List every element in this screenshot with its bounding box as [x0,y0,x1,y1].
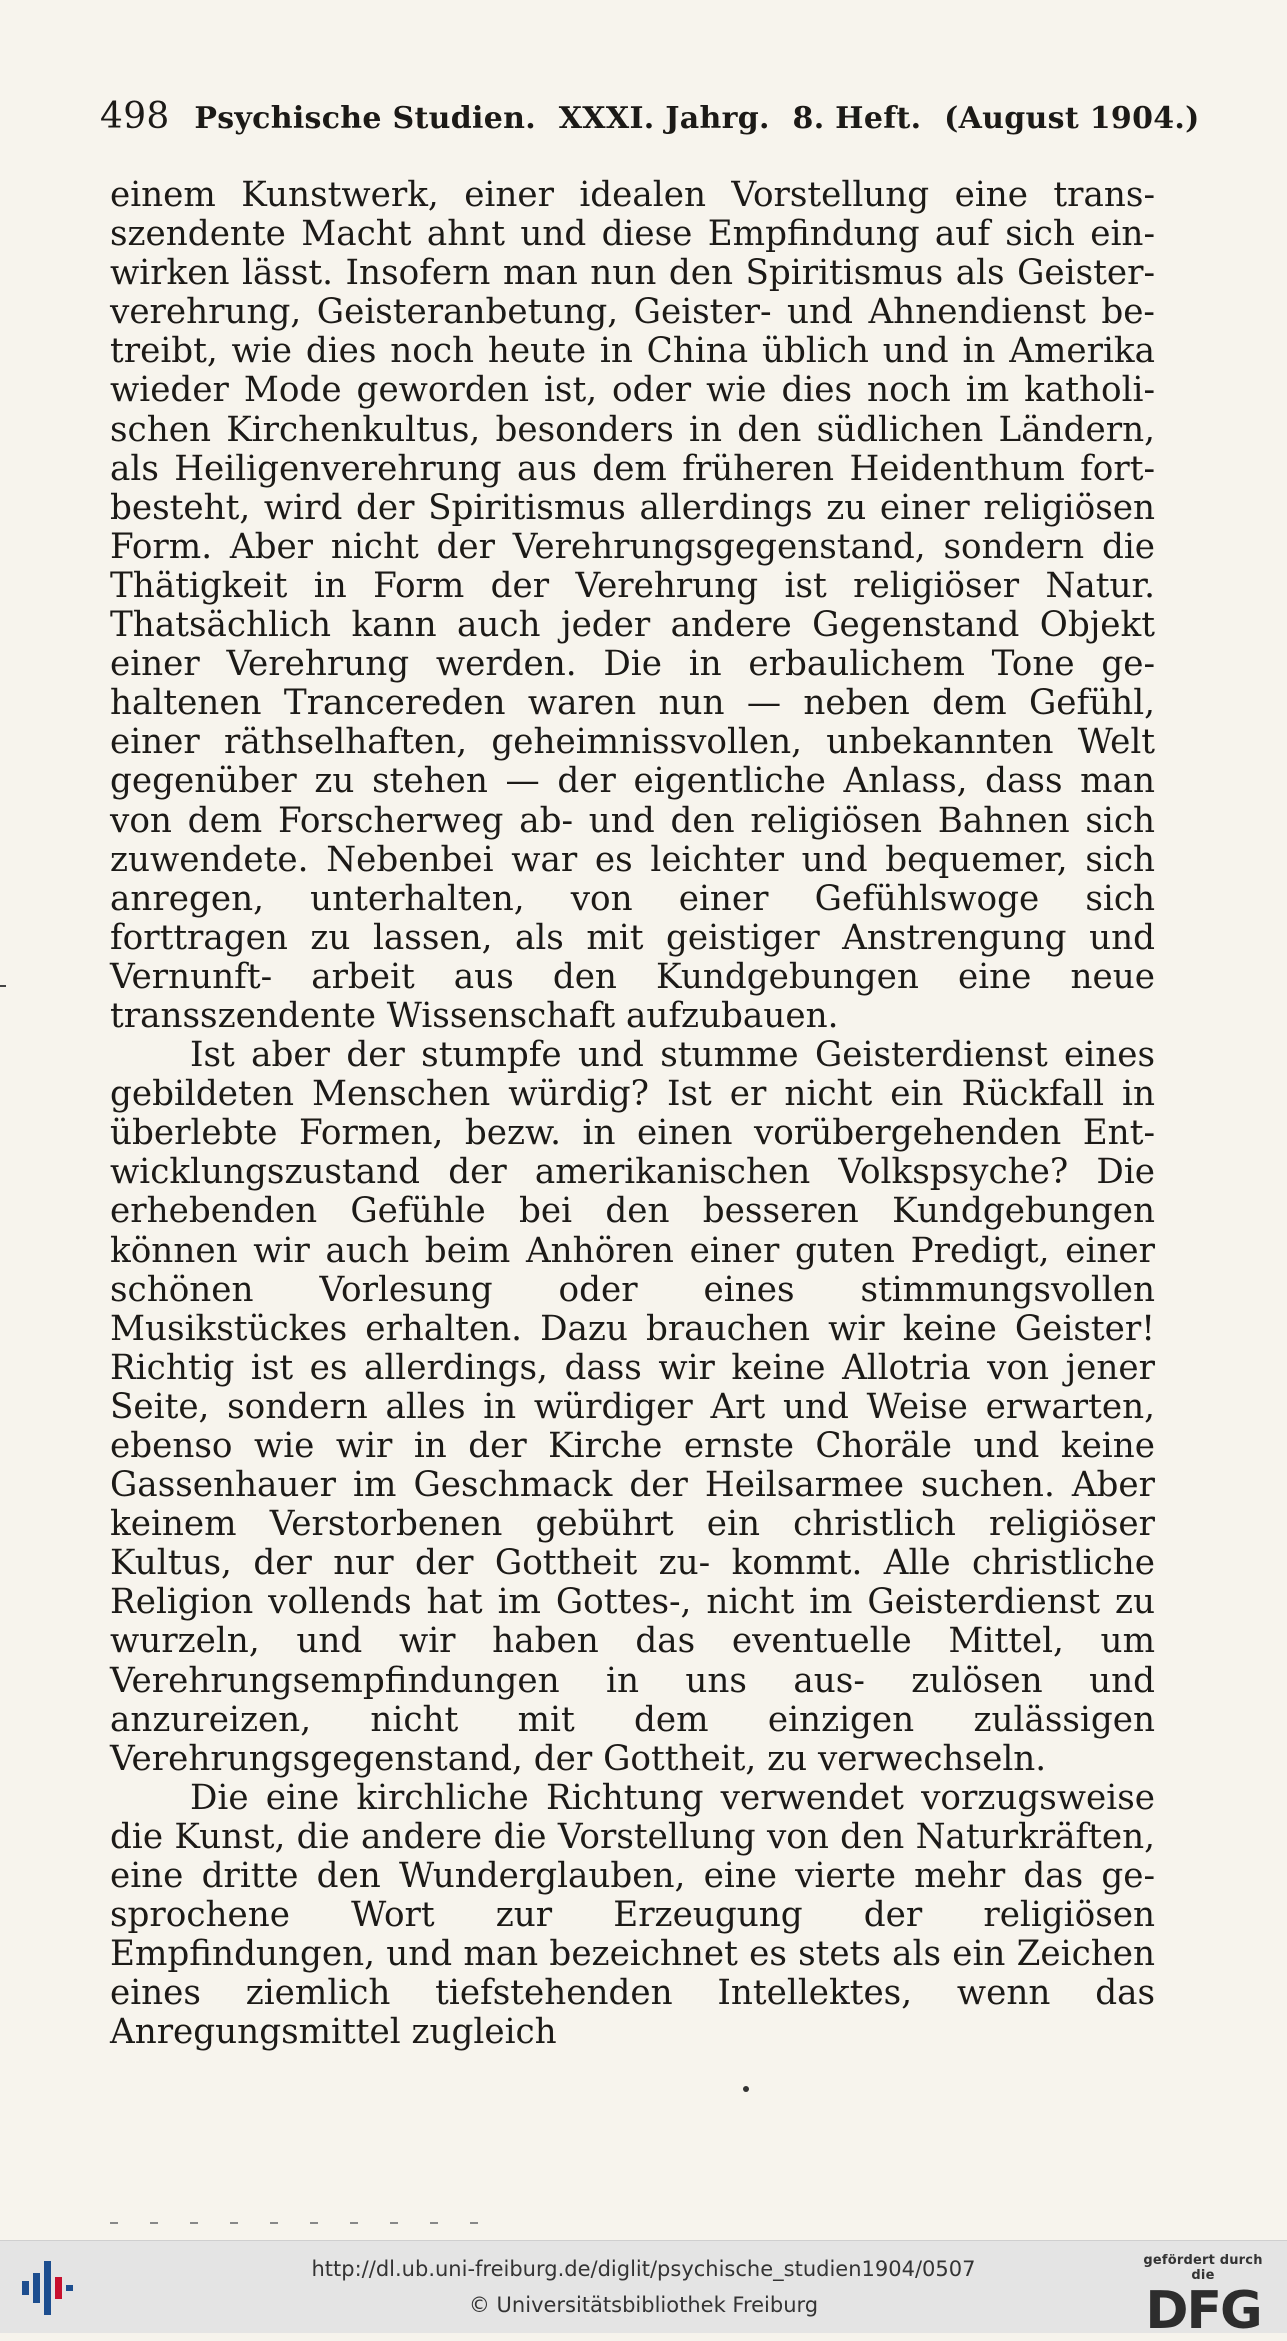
dfg-logo: DFG [1145,2281,1261,2341]
stray-ink-dot [743,2086,749,2092]
bottom-dashes [110,2222,490,2224]
issue-date: (August 1904.) [944,101,1200,136]
sponsor-text: gefördert durch die [1143,2253,1263,2283]
viewer-footer [0,2240,1287,2341]
margin-mark [0,985,6,987]
paragraph-1: einem Kunstwerk, einer idealen Vorstellung eine trans- szendente Macht ahnt und diese Empfindung auf sich ein- wirken lässt. Insofern man nun den Spiritismus als Geister- verehrung, Geisteranbetung, Geister- und Ahnendienst be- treibt, wie dies noch heute in China üblich und in Amerika wieder Mode geworden ist, oder wie dies noch im katholi- schen Kirchenkultus, besonders in den südlichen Ländern, als Heiligenverehrung aus dem früheren Heidenthum fort- besteht, wird der Spiritismus allerdings zu einer religiösen Form. Aber nicht der Verehrungsgegenstand, sondern die Thätigkeit in Form der Verehrung ist religiöser Natur. Thatsächlich kann auch jeder andere Gegenstand Objekt einer Verehrung werden. Die in erbaulichem Tone ge- haltenen Trancereden waren nun — neben dem Gefühl, einer räthselhaften, geheimnissvollen, unbekannten Welt gegenüber zu stehen — der eigentliche Anlass, dass man von dem Forscherweg ab- und den religiösen Bahnen sich zuwendete. Nebenbei war es leichter und bequemer, sich anregen, unterhalten, von einer Gefühlswoge sich forttragen zu lassen, als mit geistiger Anstrengung und Vernunft- arbeit aus den Kundgebungen eine neue transszendente Wissenschaft aufzubauen. [110,175,1155,1036]
issue-label: 8. Heft. [792,101,922,136]
document-url-link[interactable]: http://dl.ub.uni-freiburg.de/diglit/psychische_studien1904/0507 [311,2257,976,2281]
running-head [100,96,1200,137]
dfg-sponsor [1133,2253,1273,2339]
paragraph-3: Die eine kirchliche Richtung verwendet vorzugsweise die Kunst, die andere die Vorstellung von den Naturkräften, eine dritte den Wunderglauben, eine vierte mehr das ge- sprochene Wort zur Erzeugung der religiösen Empfindungen, und man bezeichnet es stets als ein Zeichen eines ziemlich tiefstehenden Intellektes, wenn das Anregungsmittel zugleich [110,1777,1155,2053]
paragraph-2: Ist aber der stumpfe und stumme Geisterdienst eines gebildeten Menschen würdig? Ist er nicht ein Rückfall in überlebte Formen, bezw. in einen vorübergehenden Ent- wicklungszustand der amerikanischen Volkspsyche? Die erhebenden Gefühle bei den besseren Kundgebungen können wir auch beim Anhören einer guten Predigt, einer schönen Vorlesung oder eines stimmungsvollen Musikstückes erhalten. Dazu brauchen wir keine Geister! Richtig ist es allerdings, dass wir keine Allotria von jener Seite, sondern alles in würdiger Art und Weise erwarten, ebenso wie wir in der Kirche ernste Choräle und keine Gassenhauer im Geschmack der Heilsarmee suchen. Aber keinem Verstorbenen gebührt ein christlich religiöser Kultus, der nur der Gottheit zu- kommt. Alle christliche Religion vollends hat im Gottes-, nicht im Geisterdienst zu wurzeln, und wir haben das eventuelle Mittel, um Verehrungsempfindungen in uns aus- zulösen und anzureizen, nicht mit dem einzigen zulässigen Verehrungsgegenstand, der Gottheit, zu verwechseln. [110,1035,1155,1779]
body-text [110,176,1155,2053]
page-number: 498 [100,96,170,137]
journal-title: Psychische Studien. [194,101,536,136]
library-credit: © Universitätsbibliothek Freiburg [468,2293,819,2317]
volume-label: XXXI. Jahrg. [558,101,770,136]
